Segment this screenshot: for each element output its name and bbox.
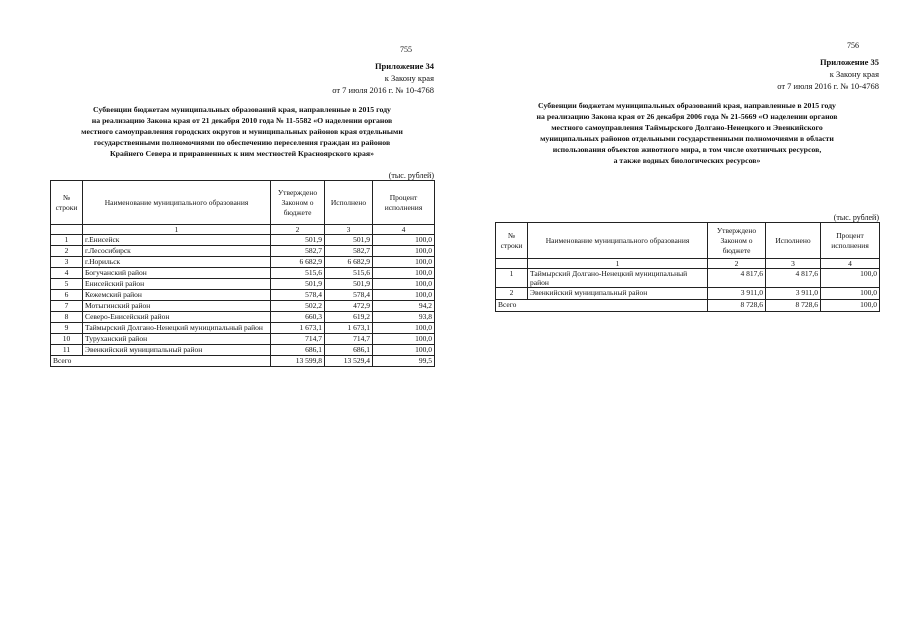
percent-value: 93,8 bbox=[373, 312, 435, 323]
executed-value: 501,9 bbox=[325, 279, 373, 290]
percent-value: 100,0 bbox=[373, 323, 435, 334]
row-number: 8 bbox=[51, 312, 83, 323]
percent-value: 100,0 bbox=[373, 268, 435, 279]
table-header-row bbox=[496, 223, 880, 259]
column-number: 2 bbox=[271, 225, 325, 235]
appendix-header bbox=[332, 60, 434, 96]
row-number: 10 bbox=[51, 334, 83, 345]
units-label: (тыс. рублей) bbox=[388, 171, 434, 180]
table-row bbox=[51, 257, 435, 268]
column-number: 3 bbox=[766, 259, 821, 269]
approved-value: 578,4 bbox=[271, 290, 325, 301]
executed-value: 714,7 bbox=[325, 334, 373, 345]
approved-value: 502,2 bbox=[271, 301, 325, 312]
appendix-law: к Закону края bbox=[384, 73, 434, 83]
row-number: 11 bbox=[51, 345, 83, 356]
row-number: 4 bbox=[51, 268, 83, 279]
table-row bbox=[51, 323, 435, 334]
executed-value: 4 817,6 bbox=[766, 269, 821, 288]
units-label: (тыс. рублей) bbox=[833, 213, 879, 222]
percent-value: 94,2 bbox=[373, 301, 435, 312]
appendix-law: к Закону края bbox=[829, 69, 879, 79]
percent-value: 100,0 bbox=[373, 345, 435, 356]
column-numbers-row bbox=[51, 225, 435, 235]
table-row bbox=[51, 235, 435, 246]
percent-value: 100,0 bbox=[373, 235, 435, 246]
document-title: Субвенции бюджетам муниципальных образований края, направленные в 2015 году на реализацию Закона края от 26 декабря 2006 года № 21-5669 «О наделении органов местного самоуправления Таймырского Долгано-Ненецкого и Эвенкийского муниципальных районов отдельными государственными полномочиями в области использования объектов животного мира, в том числе охотничьих ресурсов, а также водных биологических ресурсов» bbox=[536, 101, 838, 165]
municipality-name: Эвенкийский муниципальный район bbox=[528, 288, 708, 300]
table-total-row bbox=[496, 300, 880, 312]
table-row bbox=[51, 312, 435, 323]
executed-value: 1 673,1 bbox=[325, 323, 373, 334]
column-number bbox=[51, 225, 83, 235]
column-number: 3 bbox=[325, 225, 373, 235]
header-approved: Утверждено Законом о бюджете bbox=[271, 181, 325, 225]
approved-value: 660,3 bbox=[271, 312, 325, 323]
percent-value: 100,0 bbox=[373, 290, 435, 301]
table-row bbox=[51, 334, 435, 345]
column-number: 2 bbox=[708, 259, 766, 269]
percent-value: 100,0 bbox=[821, 269, 880, 288]
executed-value: 6 682,9 bbox=[325, 257, 373, 268]
row-number: 3 bbox=[51, 257, 83, 268]
percent-value: 100,0 bbox=[821, 288, 880, 300]
total-percent: 100,0 bbox=[821, 300, 880, 312]
appendix-title: Приложение 35 bbox=[819, 57, 879, 67]
total-approved: 8 728,6 bbox=[708, 300, 766, 312]
header-name: Наименование муниципального образования bbox=[528, 223, 708, 259]
municipality-name: г.Енисейск bbox=[83, 235, 271, 246]
executed-value: 578,4 bbox=[325, 290, 373, 301]
percent-value: 100,0 bbox=[373, 257, 435, 268]
column-number: 1 bbox=[528, 259, 708, 269]
column-number bbox=[496, 259, 528, 269]
municipality-name: Таймырский Долгано-Ненецкий муниципальный район bbox=[528, 269, 708, 288]
total-percent: 99,5 bbox=[373, 356, 435, 367]
municipality-name: г.Лесосибирск bbox=[83, 246, 271, 257]
total-executed: 13 529,4 bbox=[325, 356, 373, 367]
municipality-name: Мотыгинский район bbox=[83, 301, 271, 312]
approved-value: 515,6 bbox=[271, 268, 325, 279]
municipality-name: Енисейский район bbox=[83, 279, 271, 290]
approved-value: 714,7 bbox=[271, 334, 325, 345]
table-row bbox=[51, 301, 435, 312]
total-label: Всего bbox=[496, 300, 708, 312]
percent-value: 100,0 bbox=[373, 334, 435, 345]
header-percent: Процент исполнения bbox=[821, 223, 880, 259]
row-number: 6 bbox=[51, 290, 83, 301]
subvention-table bbox=[50, 180, 435, 367]
table-row bbox=[51, 279, 435, 290]
municipality-name: Таймырский Долгано-Ненецкий муниципальный район bbox=[83, 323, 271, 334]
approved-value: 686,1 bbox=[271, 345, 325, 356]
row-number: 2 bbox=[496, 288, 528, 300]
row-number: 7 bbox=[51, 301, 83, 312]
municipality-name: г.Норильск bbox=[83, 257, 271, 268]
executed-value: 3 911,0 bbox=[766, 288, 821, 300]
approved-value: 1 673,1 bbox=[271, 323, 325, 334]
total-label: Всего bbox=[51, 356, 271, 367]
header-executed: Исполнено bbox=[766, 223, 821, 259]
municipality-name: Северо-Енисейский район bbox=[83, 312, 271, 323]
table-row bbox=[496, 269, 880, 288]
approved-value: 501,9 bbox=[271, 235, 325, 246]
appendix-title: Приложение 34 bbox=[374, 61, 434, 71]
document-title: Субвенции бюджетам муниципальных образований края, направленные в 2015 году на реализацию Закона края от 21 декабря 2010 года № 11-5582 «О наделении органов местного самоуправления городских округов и муниципальных районов края отдельными государственными полномочиями по обеспечению переселения граждан из районов Крайнего Севера и приравненных к ним местностей Красноярского края» bbox=[81, 105, 403, 158]
column-number: 4 bbox=[821, 259, 880, 269]
header-row-number: № строки bbox=[496, 223, 528, 259]
page-number: 755 bbox=[400, 45, 412, 54]
executed-value: 472,9 bbox=[325, 301, 373, 312]
table-row bbox=[496, 288, 880, 300]
header-approved: Утверждено Законом о бюджете bbox=[708, 223, 766, 259]
header-executed: Исполнено bbox=[325, 181, 373, 225]
table-row bbox=[51, 290, 435, 301]
table-row bbox=[51, 246, 435, 257]
approved-value: 582,7 bbox=[271, 246, 325, 257]
row-number: 9 bbox=[51, 323, 83, 334]
header-row-number: № строки bbox=[51, 181, 83, 225]
percent-value: 100,0 bbox=[373, 246, 435, 257]
total-executed: 8 728,6 bbox=[766, 300, 821, 312]
executed-value: 582,7 bbox=[325, 246, 373, 257]
executed-value: 686,1 bbox=[325, 345, 373, 356]
executed-value: 619,2 bbox=[325, 312, 373, 323]
municipality-name: Кежемский район bbox=[83, 290, 271, 301]
approved-value: 3 911,0 bbox=[708, 288, 766, 300]
approved-value: 501,9 bbox=[271, 279, 325, 290]
column-numbers-row bbox=[496, 259, 880, 269]
table-row bbox=[51, 345, 435, 356]
executed-value: 515,6 bbox=[325, 268, 373, 279]
page-number: 756 bbox=[847, 41, 859, 50]
row-number: 5 bbox=[51, 279, 83, 290]
percent-value: 100,0 bbox=[373, 279, 435, 290]
header-name: Наименование муниципального образования bbox=[83, 181, 271, 225]
appendix-date: от 7 июля 2016 г. № 10-4768 bbox=[332, 85, 434, 95]
subvention-table bbox=[495, 222, 880, 312]
total-approved: 13 599,8 bbox=[271, 356, 325, 367]
municipality-name: Туруханский район bbox=[83, 334, 271, 345]
municipality-name: Богучанский район bbox=[83, 268, 271, 279]
row-number: 2 bbox=[51, 246, 83, 257]
appendix-date: от 7 июля 2016 г. № 10-4768 bbox=[777, 81, 879, 91]
appendix-header bbox=[777, 56, 879, 92]
table-row bbox=[51, 268, 435, 279]
table-header-row bbox=[51, 181, 435, 225]
approved-value: 4 817,6 bbox=[708, 269, 766, 288]
row-number: 1 bbox=[51, 235, 83, 246]
table-total-row bbox=[51, 356, 435, 367]
header-percent: Процент исполнения bbox=[373, 181, 435, 225]
row-number: 1 bbox=[496, 269, 528, 288]
approved-value: 6 682,9 bbox=[271, 257, 325, 268]
column-number: 4 bbox=[373, 225, 435, 235]
municipality-name: Эвенкийский муниципальный район bbox=[83, 345, 271, 356]
executed-value: 501,9 bbox=[325, 235, 373, 246]
column-number: 1 bbox=[83, 225, 271, 235]
